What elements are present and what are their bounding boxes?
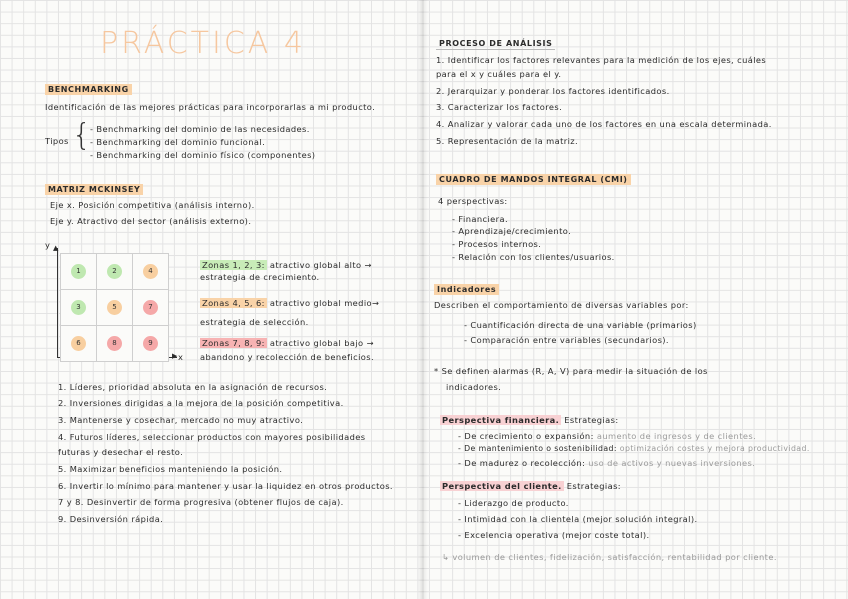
matrix-cell-number: 1 [71, 264, 86, 279]
matrix-cell-number: 8 [107, 336, 122, 351]
strategy-item: 5. Maximizar beneficios manteniendo la posición. [58, 464, 283, 474]
y-axis-label: y [45, 240, 51, 250]
y-axis-line [57, 248, 58, 358]
zone-text: atractivo global alto → [266, 260, 372, 270]
tipo-item: - Benchmarking del dominio físico (componentes) [90, 150, 316, 160]
matrix-cell [60, 253, 97, 290]
cmi-item: - Aprendizaje/crecimiento. [452, 226, 572, 236]
zone-text: estrategia de selección. [200, 317, 309, 327]
matrix-cell [96, 289, 133, 326]
financiera-item-main: - De madurez o recolección: [458, 458, 586, 468]
cmi-intro: 4 perspectivas: [438, 196, 508, 206]
alarm-note: indicadores. [446, 382, 502, 392]
financiera-heading [440, 415, 619, 425]
cmi-item: - Financiera. [452, 214, 509, 224]
cliente-item: - Liderazgo de producto. [458, 498, 569, 508]
page-title: PRÁCTICA 4 [100, 26, 306, 61]
financiera-item-main: - De crecimiento o expansión: [458, 431, 594, 441]
zone-highlight: Zonas 4, 5, 6: [202, 298, 265, 308]
cmi-item: - Relación con los clientes/usuarios. [452, 252, 615, 262]
cliente-suffix: Estrategias: [563, 481, 622, 491]
proceso-step: para el x y cuáles para el y. [436, 69, 562, 79]
strategy-item: 1. Líderes, prioridad absoluta en la asignación de recursos. [58, 382, 328, 392]
matrix-cell [132, 325, 169, 362]
proceso-step: 4. Analizar y valorar cada uno de los factores en una escala determinada. [436, 119, 772, 129]
cliente-note: ↳ volumen de clientes, fidelización, satisfacción, rentabilidad por cliente. [442, 552, 777, 562]
zone-description [200, 338, 374, 348]
zone-description [200, 298, 379, 308]
cliente-heading [440, 481, 621, 491]
indicadores-item: - Comparación entre variables (secundarios). [464, 335, 669, 345]
proceso-step: 2. Jerarquizar y ponderar los factores identificados. [436, 86, 670, 96]
strategy-item: 4. Futuros líderes, seleccionar productos con mayores posibilidades [58, 432, 366, 442]
zone-highlight: Zonas 7, 8, 9: [202, 338, 265, 348]
indicadores-heading: Indicadores [434, 284, 499, 295]
proceso-step: 5. Representación de la matriz. [436, 136, 579, 146]
x-arrow-icon: ▶ [172, 352, 178, 360]
zone-text: estrategia de crecimiento. [200, 272, 320, 282]
y-arrow-icon: ▲ [53, 244, 59, 252]
matrix-cell [60, 289, 97, 326]
axis-description: Eje x. Posición competitiva (análisis interno). [50, 200, 255, 210]
matrix-cell [132, 253, 169, 290]
strategy-item: 6. Invertir lo mínimo para mantener y usar la liquidez en otros productos. [58, 481, 393, 491]
financiera-item-detail: optimización costes y mejora productividad. [616, 444, 810, 453]
matrix-cell-number: 5 [107, 300, 122, 315]
axis-description: Eje y. Atractivo del sector (análisis externo). [50, 216, 252, 226]
financiera-item [458, 431, 756, 441]
strategy-item: 2. Inversiones dirigidas a la mejora de la posición competitiva. [58, 398, 344, 408]
matrix-cell [96, 253, 133, 290]
tipo-item: - Benchmarking del dominio funcional. [90, 137, 266, 147]
cliente-item: - Excelencia operativa (mejor coste total). [458, 530, 650, 540]
cliente-item: - Intimidad con la clientela (mejor solución integral). [458, 514, 698, 524]
financiera-item [458, 458, 755, 468]
strategy-item: futuras y desechar el resto. [58, 447, 184, 457]
cliente-title: Perspectiva del cliente. [442, 481, 562, 491]
mckinsey-heading: MATRIZ MCKINSEY [45, 184, 143, 195]
financiera-item-detail: aumento de ingresos y de clientes. [593, 431, 757, 441]
zone-text: atractivo global medio→ [266, 298, 380, 308]
matrix-cell-number: 6 [71, 336, 86, 351]
financiera-item-detail: uso de activos y nuevas inversiones. [585, 458, 756, 468]
alarm-note: * Se definen alarmas (R, A, V) para medir la situación de los [434, 366, 708, 376]
cmi-item: - Procesos internos. [452, 239, 542, 249]
matrix-cell [132, 289, 169, 326]
brace-icon: { [72, 118, 92, 153]
strategy-item: 9. Desinversión rápida. [58, 514, 164, 524]
cmi-heading: CUADRO DE MANDOS INTEGRAL (CMI) [436, 174, 631, 185]
financiera-item [458, 444, 810, 453]
proceso-step: 1. Identificar los factores relevantes para la medición de los ejes, cuáles [436, 55, 767, 65]
zone-text: atractivo global bajo → [266, 338, 374, 348]
indicadores-item: - Cuantificación directa de una variable (primarios) [464, 320, 697, 330]
benchmarking-definition: Identificación de las mejores prácticas para incorporarlas a mi producto. [45, 102, 376, 112]
matrix-cell-number: 7 [143, 300, 158, 315]
matrix-cell-number: 9 [143, 336, 158, 351]
tipos-label: Tipos [45, 136, 69, 146]
x-axis-label: x [178, 352, 184, 362]
zone-description [200, 260, 372, 270]
strategy-item: 7 y 8. Desinvertir de forma progresiva (obtener flujos de caja). [58, 497, 344, 507]
financiera-suffix: Estrategias: [561, 415, 619, 425]
matrix-cell [60, 325, 97, 362]
matrix-cell [96, 325, 133, 362]
indicadores-intro: Describen el comportamiento de diversas variables por: [434, 300, 689, 310]
strategy-item: 3. Mantenerse y cosechar, mercado no muy atractivo. [58, 415, 304, 425]
benchmarking-heading: BENCHMARKING [45, 84, 132, 95]
financiera-item-main: - De mantenimiento o sostenibilidad: [458, 444, 617, 453]
proceso-heading: PROCESO DE ANÁLISIS [436, 38, 555, 50]
matrix-cell-number: 3 [71, 300, 86, 315]
zone-text: abandono y recolección de beneficios. [200, 352, 375, 362]
right-page [424, 0, 848, 599]
proceso-step: 3. Caracterizar los factores. [436, 102, 563, 112]
matrix-cell-number: 4 [143, 264, 158, 279]
financiera-title: Perspectiva financiera. [442, 415, 560, 425]
zone-highlight: Zonas 1, 2, 3: [202, 260, 265, 270]
tipo-item: - Benchmarking del dominio de las necesidades. [90, 124, 310, 134]
matrix-cell-number: 2 [107, 264, 122, 279]
